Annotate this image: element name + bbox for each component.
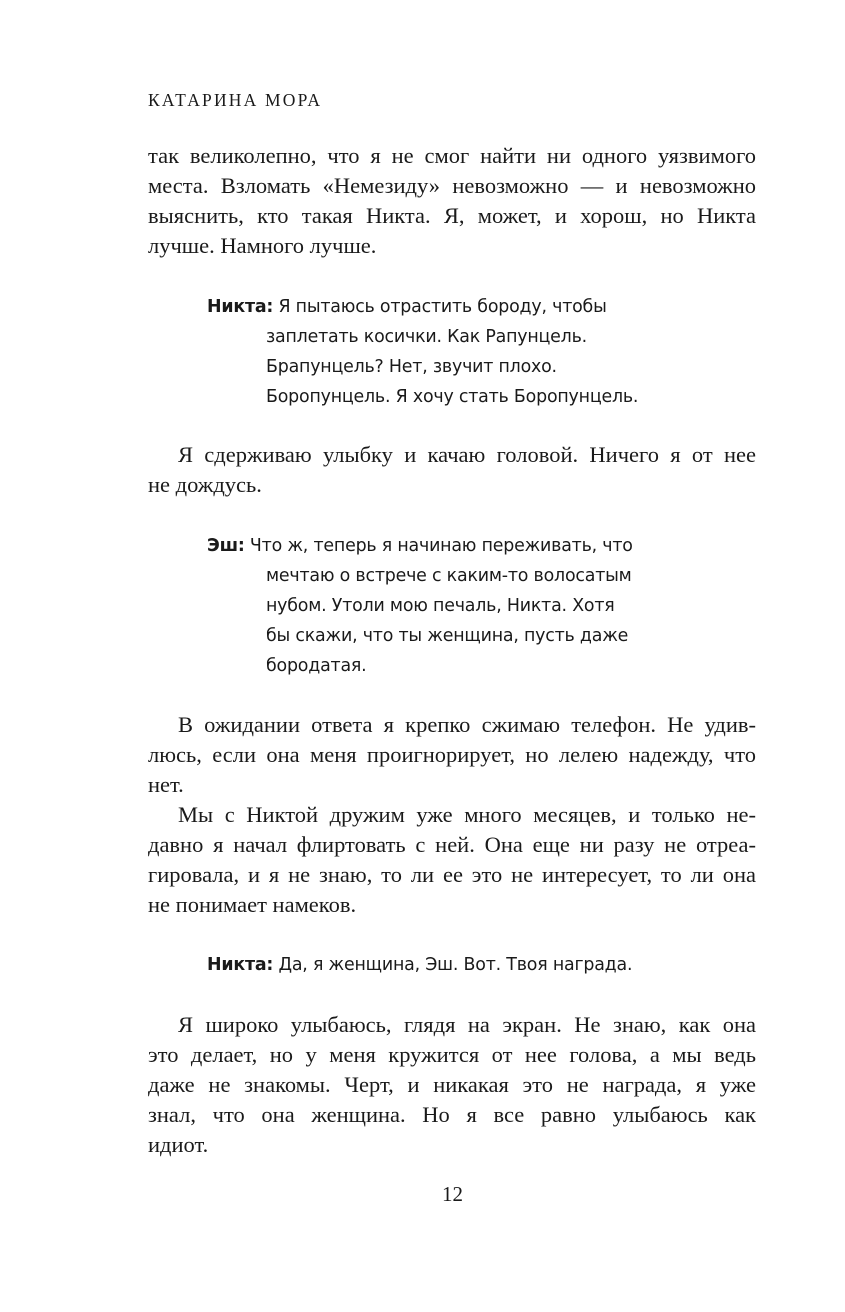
message-line: нубом. Утоли мою печаль, Никта. Хотя — [266, 596, 615, 616]
text-line: В ожидании ответа я крепко сжимаю телефон. Не удив- — [178, 712, 756, 737]
paragraph-1 — [148, 141, 756, 261]
page-number: 12 — [442, 1182, 463, 1206]
text-line: это делает, но у меня кружится от нее голова, а мы ведь — [148, 1042, 756, 1067]
text-line: даже не знакомы. Черт, и никакая это не награда, я уже — [148, 1072, 756, 1097]
paragraph-4 — [148, 800, 756, 920]
text-line: давно я начал флиртовать с ней. Она еще ни разу не отреа- — [148, 832, 756, 857]
message-first-line — [207, 531, 633, 561]
text-line: Я широко улыбаюсь, глядя на экран. Не знаю, как она — [178, 1012, 756, 1037]
text-line: так великолепно, что я не смог найти ни одного уязвимого — [148, 143, 756, 168]
message-first-line — [207, 292, 638, 322]
text-line: лучше. Намного лучше. — [148, 233, 377, 258]
chat-message-2 — [207, 531, 633, 681]
text-line: места. Взломать «Немезиду» невозможно — и невозможно — [148, 173, 756, 198]
message-line: бородатая. — [266, 656, 367, 676]
running-head: КАТАРИНА МОРА — [148, 90, 323, 110]
message-text: Я пытаюсь отрастить бороду, чтобы — [278, 297, 607, 317]
message-line: Боропунцель. Я хочу стать Боропунцель. — [266, 387, 639, 407]
text-line: Мы с Никтой дружим уже много месяцев, и только не- — [178, 802, 756, 827]
paragraph-5 — [148, 1010, 756, 1160]
text-line: не понимает намеков. — [148, 892, 357, 917]
message-text: Да, я женщина, Эш. Вот. Твоя награда. — [278, 955, 633, 975]
text-line: выяснить, кто такая Никта. Я, может, и хорош, но Никта — [148, 203, 756, 228]
paragraph-3 — [148, 710, 756, 800]
paragraph-2 — [148, 440, 756, 500]
text-line: нет. — [148, 772, 184, 797]
text-line: знал, что она женщина. Но я все равно улыбаюсь как — [148, 1102, 756, 1127]
message-line: Брапунцель? Нет, звучит плохо. — [266, 357, 557, 377]
message-text: Что ж, теперь я начинаю переживать, что — [249, 536, 633, 556]
text-line: не дождусь. — [148, 472, 262, 497]
message-line: заплетать косички. Как Рапунцель. — [266, 327, 587, 347]
text-line: люсь, если она меня проигнорирует, но лелею надежду, что — [148, 742, 756, 767]
message-speaker: Никта: — [207, 955, 274, 975]
text-line: Я сдерживаю улыбку и качаю головой. Ничего я от нее — [178, 442, 756, 467]
message-line: мечтаю о встрече с каким-то волосатым — [266, 566, 632, 586]
message-speaker: Никта: — [207, 297, 274, 317]
text-line: идиот. — [148, 1132, 209, 1157]
chat-message-1 — [207, 292, 638, 412]
message-first-line — [207, 950, 632, 980]
text-line: гировала, и я не знаю, то ли ее это не интересует, то ли она — [148, 862, 756, 887]
message-line: бы скажи, что ты женщина, пусть даже — [266, 626, 629, 646]
chat-message-3 — [207, 950, 632, 980]
message-speaker: Эш: — [207, 536, 245, 556]
